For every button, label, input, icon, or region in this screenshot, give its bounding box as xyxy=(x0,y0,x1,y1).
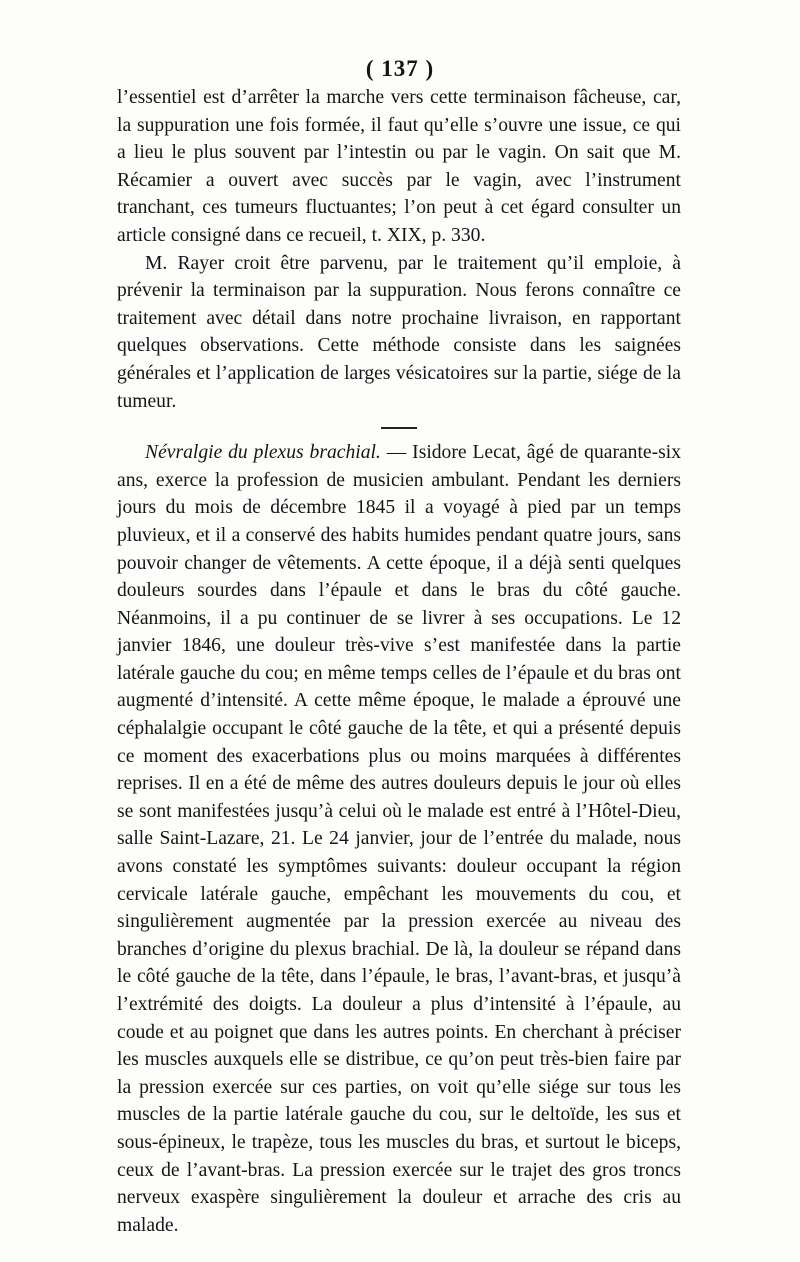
page-body xyxy=(117,84,681,1239)
paragraph-continuation: l’essentiel est d’arrêter la marche vers cette terminaison fâcheuse, car, la suppuration une fois formée, il faut qu’elle s’ouvre une issue, ce qui a lieu le plus souvent par l’intestin ou par le vagin. On sait que M. Récamier a ouvert avec succès par le vagin, avec l’instrument tranchant, ces tumeurs fluctuantes; l’on peut à cet égard consulter un article consigné dans ce recueil, t. XIX, p. 330. xyxy=(117,87,681,246)
section-divider xyxy=(381,427,417,429)
section-paragraph xyxy=(117,439,681,1239)
section-title: Névralgie du plexus brachial. xyxy=(145,442,381,464)
paragraph-rayer-treatment: M. Rayer croit être parvenu, par le traitement qu’il emploie, à prévenir la terminaison par la suppuration. Nous ferons connaître ce traitement avec détail dans notre prochaine livraison, en rapportant quelques observations. Cette méthode consiste dans les saignées générales et l’application de larges vésicatoires sur la partie, siége de la tumeur. xyxy=(117,252,681,412)
page-number: ( 137 ) xyxy=(365,56,435,81)
section-body: — Isidore Lecat, âgé de quarante-six ans, exerce la profession de musicien ambulant. Pendant les derniers jours du mois de décembre 1845 il a voyagé à pied par un temps pluvieux, et il a conservé des habits humides pendant quatre jours, sans pouvoir changer de vêtements. A cette époque, il a déjà senti quelques douleurs sourdes dans l’épaule et dans le bras du côté gauche. Néanmoins, il a pu continuer de se livrer à ses occupations. Le 12 janvier 1846, une douleur très-vive s’est manifestée dans la partie latérale gauche du cou; en même temps celles de l’épaule et du bras ont augmenté d’intensité. A cette même époque, le malade a éprouvé une céphalalgie occupant le côté gauche de la tête, et qui a présenté depuis ce moment des exacerbations plus ou moins marquées à différentes reprises. Il en a été de même des autres douleurs depuis le jour où elles se sont manifestées jusqu’à celui où le malade est entré à l’Hôtel-Dieu, salle Saint-Lazare, 21. Le 24 janvier, jour de l’entrée du malade, nous avons constaté les symptômes suivants: douleur occupant la région cervicale latérale gauche, empêchant les mouvements du cou, et singulièrement augmentée par la pression exercée au niveau des branches d’origine du plexus brachial. De là, la douleur se répand dans le côté gauche de la tête, dans l’épaule, le bras, l’avant-bras, et jusqu’à l’extrémité des doigts. La douleur a plus d’intensité à l’épaule, au coude et au poignet que dans les autres points. En cherchant à préciser les muscles auxquels elle se distribue, ce qu’on peut très-bien faire par la pression exercée sur ces parties, on voit qu’elle siége sur tous les muscles de la partie latérale gauche du cou, sur le deltoïde, les sus et sous-épineux, le trapèze, tous les muscles du bras, et surtout le biceps, ceux de l’avant-bras. La pression exercée sur le trajet des gros troncs nerveux exaspère singulièrement la douleur et arrache des cris au malade. xyxy=(117,442,681,1236)
